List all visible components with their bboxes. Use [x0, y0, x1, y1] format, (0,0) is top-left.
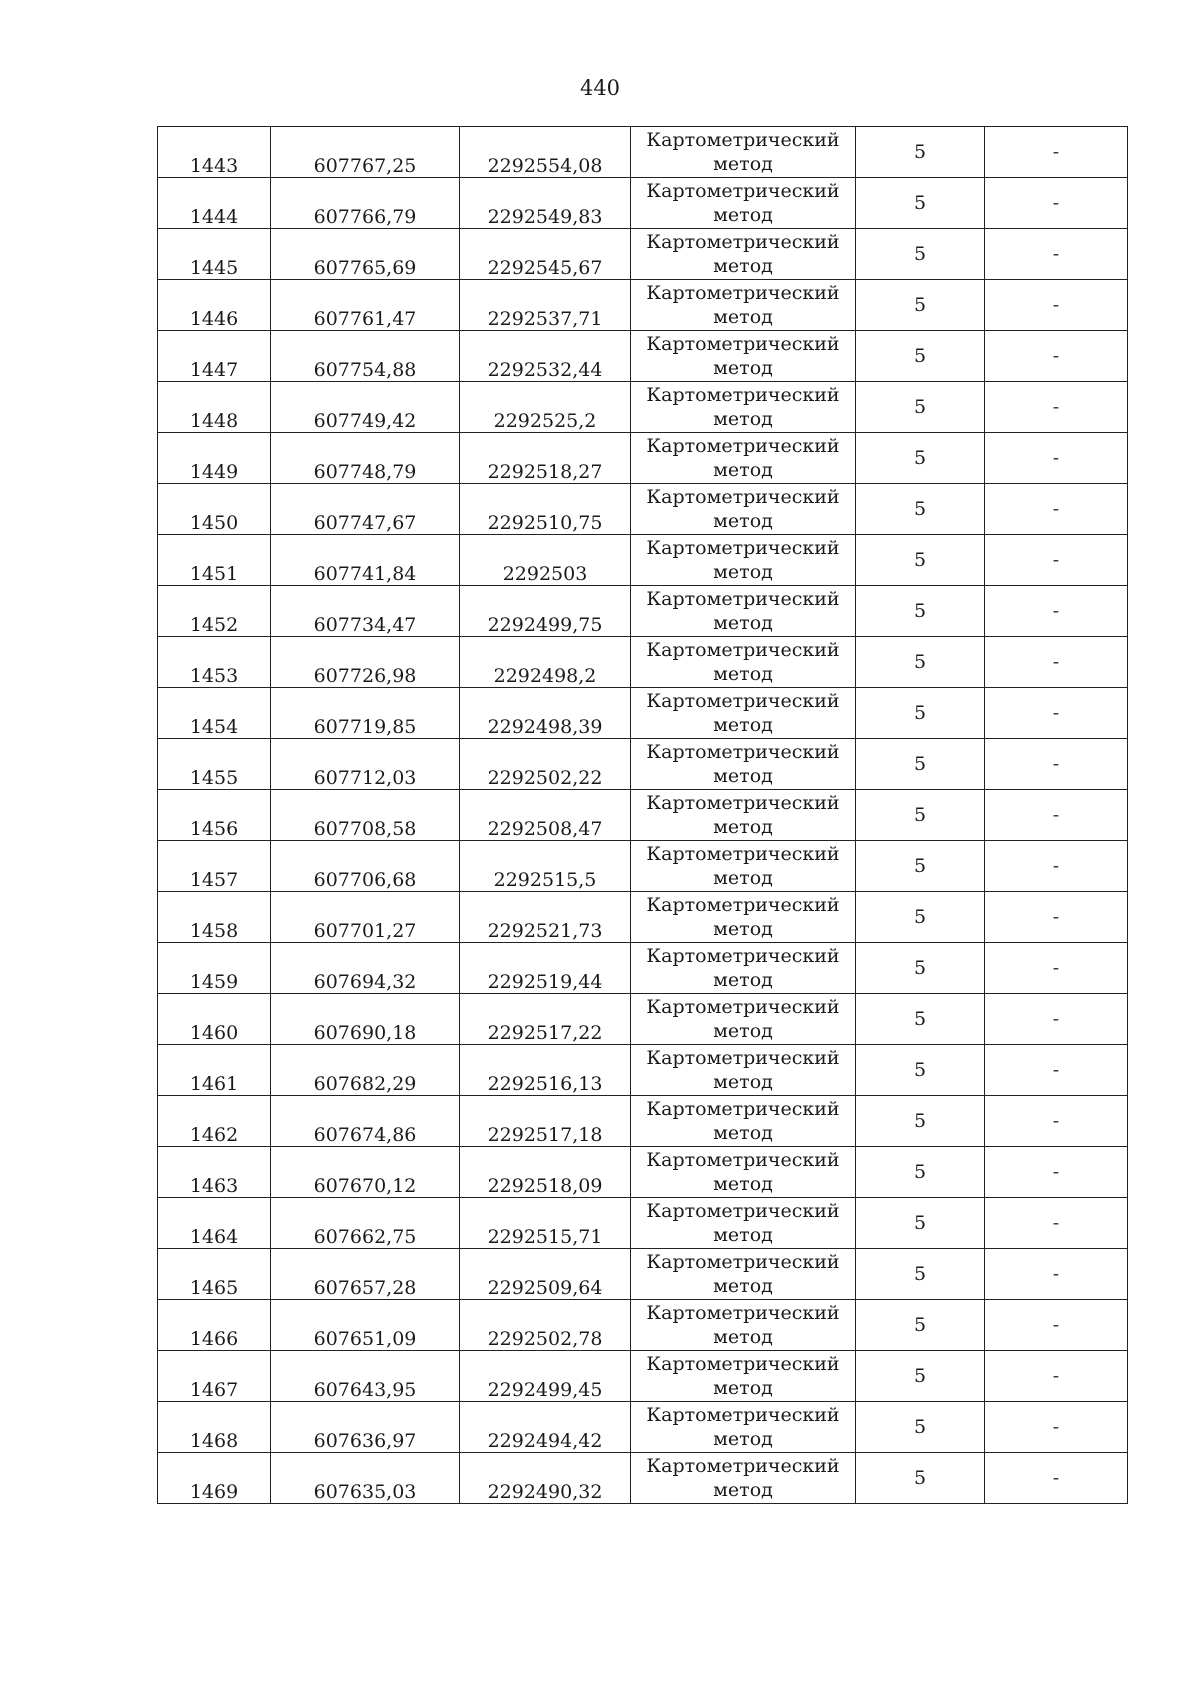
description-cell: -	[985, 484, 1128, 535]
accuracy-cell: 5	[856, 280, 985, 331]
accuracy-cell: 5	[856, 1249, 985, 1300]
table-row	[158, 535, 1128, 586]
description-cell: -	[985, 1351, 1128, 1402]
y-coordinate-cell: 2292509,64	[460, 1249, 631, 1300]
method-cell	[631, 280, 856, 331]
accuracy-cell: 5	[856, 178, 985, 229]
table-row	[158, 280, 1128, 331]
x-coordinate-cell: 607662,75	[271, 1198, 460, 1249]
method-line-2: метод	[713, 357, 773, 379]
method-line-1: Картометрический	[646, 384, 840, 406]
accuracy-cell: 5	[856, 484, 985, 535]
description-cell: -	[985, 382, 1128, 433]
accuracy-cell: 5	[856, 892, 985, 943]
method-cell	[631, 688, 856, 739]
accuracy-cell: 5	[856, 127, 985, 178]
table-row	[158, 382, 1128, 433]
y-coordinate-cell: 2292521,73	[460, 892, 631, 943]
table-row	[158, 841, 1128, 892]
method-cell	[631, 178, 856, 229]
method-cell	[631, 382, 856, 433]
method-line-2: метод	[713, 255, 773, 277]
method-cell	[631, 1096, 856, 1147]
method-line-1: Картометрический	[646, 996, 840, 1018]
method-line-1: Картометрический	[646, 843, 840, 865]
method-line-1: Картометрический	[646, 1098, 840, 1120]
accuracy-cell: 5	[856, 943, 985, 994]
method-line-2: метод	[713, 1122, 773, 1144]
description-cell: -	[985, 1453, 1128, 1504]
method-line-2: метод	[713, 1275, 773, 1297]
table-row	[158, 1198, 1128, 1249]
x-coordinate-cell: 607701,27	[271, 892, 460, 943]
method-cell	[631, 943, 856, 994]
accuracy-cell: 5	[856, 331, 985, 382]
method-line-1: Картометрический	[646, 537, 840, 559]
method-line-2: метод	[713, 1224, 773, 1246]
description-cell: -	[985, 1249, 1128, 1300]
point-number-cell: 1465	[158, 1249, 271, 1300]
method-cell	[631, 1249, 856, 1300]
table-row	[158, 892, 1128, 943]
point-number-cell: 1448	[158, 382, 271, 433]
method-cell	[631, 1045, 856, 1096]
point-number-cell: 1458	[158, 892, 271, 943]
method-cell	[631, 1198, 856, 1249]
point-number-cell: 1457	[158, 841, 271, 892]
x-coordinate-cell: 607734,47	[271, 586, 460, 637]
method-line-1: Картометрический	[646, 1047, 840, 1069]
method-line-1: Картометрический	[646, 945, 840, 967]
accuracy-cell: 5	[856, 382, 985, 433]
table-row	[158, 127, 1128, 178]
method-line-1: Картометрический	[646, 282, 840, 304]
y-coordinate-cell: 2292554,08	[460, 127, 631, 178]
table-row	[158, 1402, 1128, 1453]
y-coordinate-cell: 2292515,71	[460, 1198, 631, 1249]
y-coordinate-cell: 2292545,67	[460, 229, 631, 280]
method-line-2: метод	[713, 1020, 773, 1042]
description-cell: -	[985, 1096, 1128, 1147]
method-cell	[631, 229, 856, 280]
method-line-2: метод	[713, 867, 773, 889]
method-cell	[631, 1453, 856, 1504]
accuracy-cell: 5	[856, 433, 985, 484]
table-row	[158, 1147, 1128, 1198]
x-coordinate-cell: 607726,98	[271, 637, 460, 688]
description-cell: -	[985, 892, 1128, 943]
description-cell: -	[985, 178, 1128, 229]
method-cell	[631, 841, 856, 892]
x-coordinate-cell: 607657,28	[271, 1249, 460, 1300]
description-cell: -	[985, 1402, 1128, 1453]
table-row	[158, 637, 1128, 688]
table-row	[158, 1300, 1128, 1351]
point-number-cell: 1461	[158, 1045, 271, 1096]
accuracy-cell: 5	[856, 1147, 985, 1198]
accuracy-cell: 5	[856, 841, 985, 892]
x-coordinate-cell: 607741,84	[271, 535, 460, 586]
method-line-1: Картометрический	[646, 894, 840, 916]
method-line-2: метод	[713, 459, 773, 481]
y-coordinate-cell: 2292519,44	[460, 943, 631, 994]
method-cell	[631, 1402, 856, 1453]
method-line-2: метод	[713, 1326, 773, 1348]
page-number: 440	[579, 76, 621, 100]
x-coordinate-cell: 607712,03	[271, 739, 460, 790]
method-line-2: метод	[713, 561, 773, 583]
table-row	[158, 1453, 1128, 1504]
point-number-cell: 1460	[158, 994, 271, 1045]
method-line-1: Картометрический	[646, 1455, 840, 1477]
point-number-cell: 1469	[158, 1453, 271, 1504]
point-number-cell: 1454	[158, 688, 271, 739]
method-line-2: метод	[713, 1071, 773, 1093]
method-cell	[631, 739, 856, 790]
method-line-1: Картометрический	[646, 231, 840, 253]
point-number-cell: 1447	[158, 331, 271, 382]
point-number-cell: 1464	[158, 1198, 271, 1249]
point-number-cell: 1456	[158, 790, 271, 841]
method-line-1: Картометрический	[646, 639, 840, 661]
method-line-1: Картометрический	[646, 486, 840, 508]
x-coordinate-cell: 607765,69	[271, 229, 460, 280]
accuracy-cell: 5	[856, 535, 985, 586]
accuracy-cell: 5	[856, 637, 985, 688]
y-coordinate-cell: 2292549,83	[460, 178, 631, 229]
method-cell	[631, 1147, 856, 1198]
method-line-2: метод	[713, 969, 773, 991]
point-number-cell: 1468	[158, 1402, 271, 1453]
accuracy-cell: 5	[856, 1453, 985, 1504]
method-line-1: Картометрический	[646, 129, 840, 151]
accuracy-cell: 5	[856, 1300, 985, 1351]
y-coordinate-cell: 2292510,75	[460, 484, 631, 535]
table-row	[158, 484, 1128, 535]
point-number-cell: 1451	[158, 535, 271, 586]
method-line-1: Картометрический	[646, 180, 840, 202]
table-row	[158, 586, 1128, 637]
description-cell: -	[985, 994, 1128, 1045]
method-line-2: метод	[713, 1173, 773, 1195]
point-number-cell: 1455	[158, 739, 271, 790]
method-line-1: Картометрический	[646, 1149, 840, 1171]
coordinates-table	[157, 126, 1128, 1504]
table-row	[158, 1045, 1128, 1096]
accuracy-cell: 5	[856, 790, 985, 841]
y-coordinate-cell: 2292518,09	[460, 1147, 631, 1198]
x-coordinate-cell: 607636,97	[271, 1402, 460, 1453]
method-line-2: метод	[713, 306, 773, 328]
y-coordinate-cell: 2292494,42	[460, 1402, 631, 1453]
x-coordinate-cell: 607749,42	[271, 382, 460, 433]
table-row	[158, 688, 1128, 739]
y-coordinate-cell: 2292515,5	[460, 841, 631, 892]
method-cell	[631, 994, 856, 1045]
x-coordinate-cell: 607643,95	[271, 1351, 460, 1402]
method-line-2: метод	[713, 1377, 773, 1399]
y-coordinate-cell: 2292517,22	[460, 994, 631, 1045]
description-cell: -	[985, 637, 1128, 688]
method-line-2: метод	[713, 204, 773, 226]
y-coordinate-cell: 2292525,2	[460, 382, 631, 433]
y-coordinate-cell: 2292508,47	[460, 790, 631, 841]
method-cell	[631, 637, 856, 688]
y-coordinate-cell: 2292490,32	[460, 1453, 631, 1504]
description-cell: -	[985, 127, 1128, 178]
point-number-cell: 1462	[158, 1096, 271, 1147]
method-line-1: Картометрический	[646, 1302, 840, 1324]
method-cell	[631, 331, 856, 382]
x-coordinate-cell: 607694,32	[271, 943, 460, 994]
point-number-cell: 1463	[158, 1147, 271, 1198]
x-coordinate-cell: 607747,67	[271, 484, 460, 535]
accuracy-cell: 5	[856, 1402, 985, 1453]
x-coordinate-cell: 607719,85	[271, 688, 460, 739]
description-cell: -	[985, 586, 1128, 637]
point-number-cell: 1444	[158, 178, 271, 229]
x-coordinate-cell: 607708,58	[271, 790, 460, 841]
accuracy-cell: 5	[856, 1351, 985, 1402]
method-line-1: Картометрический	[646, 1200, 840, 1222]
method-line-1: Картометрический	[646, 1404, 840, 1426]
description-cell: -	[985, 280, 1128, 331]
accuracy-cell: 5	[856, 1198, 985, 1249]
method-line-1: Картометрический	[646, 435, 840, 457]
x-coordinate-cell: 607690,18	[271, 994, 460, 1045]
point-number-cell: 1445	[158, 229, 271, 280]
method-cell	[631, 586, 856, 637]
y-coordinate-cell: 2292537,71	[460, 280, 631, 331]
method-line-2: метод	[713, 816, 773, 838]
description-cell: -	[985, 229, 1128, 280]
accuracy-cell: 5	[856, 229, 985, 280]
y-coordinate-cell: 2292502,22	[460, 739, 631, 790]
x-coordinate-cell: 607767,25	[271, 127, 460, 178]
point-number-cell: 1446	[158, 280, 271, 331]
table-row	[158, 739, 1128, 790]
x-coordinate-cell: 607754,88	[271, 331, 460, 382]
accuracy-cell: 5	[856, 586, 985, 637]
description-cell: -	[985, 688, 1128, 739]
method-line-2: метод	[713, 714, 773, 736]
method-line-1: Картометрический	[646, 1353, 840, 1375]
y-coordinate-cell: 2292532,44	[460, 331, 631, 382]
table-row	[158, 331, 1128, 382]
x-coordinate-cell: 607670,12	[271, 1147, 460, 1198]
x-coordinate-cell: 607635,03	[271, 1453, 460, 1504]
method-line-1: Картометрический	[646, 1251, 840, 1273]
y-coordinate-cell: 2292498,39	[460, 688, 631, 739]
method-line-2: метод	[713, 918, 773, 940]
method-cell	[631, 1300, 856, 1351]
table-row	[158, 943, 1128, 994]
description-cell: -	[985, 331, 1128, 382]
x-coordinate-cell: 607766,79	[271, 178, 460, 229]
x-coordinate-cell: 607651,09	[271, 1300, 460, 1351]
method-cell	[631, 892, 856, 943]
table-row	[158, 229, 1128, 280]
y-coordinate-cell: 2292502,78	[460, 1300, 631, 1351]
y-coordinate-cell: 2292503	[460, 535, 631, 586]
method-line-2: метод	[713, 510, 773, 532]
accuracy-cell: 5	[856, 688, 985, 739]
point-number-cell: 1449	[158, 433, 271, 484]
table-row	[158, 433, 1128, 484]
method-line-1: Картометрический	[646, 333, 840, 355]
method-cell	[631, 1351, 856, 1402]
description-cell: -	[985, 1198, 1128, 1249]
table-row	[158, 790, 1128, 841]
x-coordinate-cell: 607748,79	[271, 433, 460, 484]
method-line-2: метод	[713, 153, 773, 175]
table-row	[158, 1249, 1128, 1300]
y-coordinate-cell: 2292499,45	[460, 1351, 631, 1402]
point-number-cell: 1459	[158, 943, 271, 994]
description-cell: -	[985, 841, 1128, 892]
table-row	[158, 1096, 1128, 1147]
description-cell: -	[985, 1300, 1128, 1351]
point-number-cell: 1467	[158, 1351, 271, 1402]
description-cell: -	[985, 433, 1128, 484]
x-coordinate-cell: 607674,86	[271, 1096, 460, 1147]
y-coordinate-cell: 2292518,27	[460, 433, 631, 484]
x-coordinate-cell: 607706,68	[271, 841, 460, 892]
method-line-1: Картометрический	[646, 792, 840, 814]
method-line-1: Картометрический	[646, 741, 840, 763]
method-cell	[631, 790, 856, 841]
point-number-cell: 1443	[158, 127, 271, 178]
method-line-2: метод	[713, 612, 773, 634]
x-coordinate-cell: 607682,29	[271, 1045, 460, 1096]
method-line-2: метод	[713, 1428, 773, 1450]
table-row	[158, 994, 1128, 1045]
description-cell: -	[985, 943, 1128, 994]
description-cell: -	[985, 739, 1128, 790]
point-number-cell: 1450	[158, 484, 271, 535]
description-cell: -	[985, 1045, 1128, 1096]
method-line-2: метод	[713, 1479, 773, 1501]
description-cell: -	[985, 790, 1128, 841]
table-row	[158, 1351, 1128, 1402]
point-number-cell: 1452	[158, 586, 271, 637]
accuracy-cell: 5	[856, 739, 985, 790]
y-coordinate-cell: 2292516,13	[460, 1045, 631, 1096]
table-body	[158, 127, 1128, 1504]
method-cell	[631, 484, 856, 535]
point-number-cell: 1453	[158, 637, 271, 688]
method-cell	[631, 433, 856, 484]
method-line-1: Картометрический	[646, 588, 840, 610]
method-cell	[631, 127, 856, 178]
method-line-2: метод	[713, 408, 773, 430]
description-cell: -	[985, 535, 1128, 586]
y-coordinate-cell: 2292499,75	[460, 586, 631, 637]
y-coordinate-cell: 2292517,18	[460, 1096, 631, 1147]
description-cell: -	[985, 1147, 1128, 1198]
table-row	[158, 178, 1128, 229]
y-coordinate-cell: 2292498,2	[460, 637, 631, 688]
accuracy-cell: 5	[856, 994, 985, 1045]
accuracy-cell: 5	[856, 1045, 985, 1096]
accuracy-cell: 5	[856, 1096, 985, 1147]
method-line-2: метод	[713, 765, 773, 787]
method-line-1: Картометрический	[646, 690, 840, 712]
point-number-cell: 1466	[158, 1300, 271, 1351]
x-coordinate-cell: 607761,47	[271, 280, 460, 331]
method-cell	[631, 535, 856, 586]
method-line-2: метод	[713, 663, 773, 685]
